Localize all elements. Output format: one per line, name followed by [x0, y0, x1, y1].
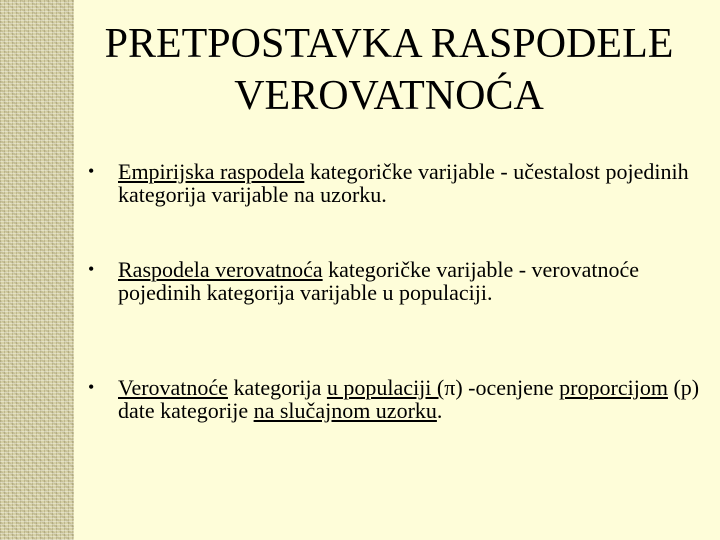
bullet-marker: • [88, 259, 95, 279]
bullet-item [88, 160, 703, 206]
bullet-marker: • [88, 161, 95, 181]
title-line-2: VEROVATNOĆA [234, 73, 544, 119]
underlined-term: proporcijom [559, 375, 668, 400]
bullet-text-run: . [436, 398, 443, 423]
underlined-term: na slučajnom uzorku [253, 398, 437, 423]
bullet-text-run: kategoričke varijable - verovatnoće pojedinih kategorija varijable u populaciji. [118, 257, 640, 305]
bullet-text [118, 257, 639, 305]
bullet-text [118, 375, 699, 423]
bullet-text-run: π [444, 375, 456, 400]
title-line-1: PRETPOSTAVKA RASPODELE [104, 21, 674, 67]
bullet-text-run: ) -ocenjene [455, 375, 560, 400]
bullet-text [118, 159, 689, 207]
bullet-text-run: kategorija [227, 375, 327, 400]
bullet-item [88, 258, 703, 304]
underlined-term: Empirijska raspodela [118, 159, 305, 184]
decorative-texture-strip [0, 0, 74, 540]
underlined-term: Raspodela verovatnoća [118, 257, 323, 282]
underlined-term: u populaciji ( [326, 375, 445, 400]
slide-title [74, 18, 704, 122]
underlined-term: Verovatnoće [118, 375, 228, 400]
bullet-text-run: kategoričke varijable - učestalost pojedinih kategorija varijable na uzorku. [118, 159, 689, 207]
bullet-marker: • [88, 377, 95, 397]
bullet-text-run: (p) date kategorije [118, 375, 700, 423]
bullet-item [88, 376, 703, 422]
